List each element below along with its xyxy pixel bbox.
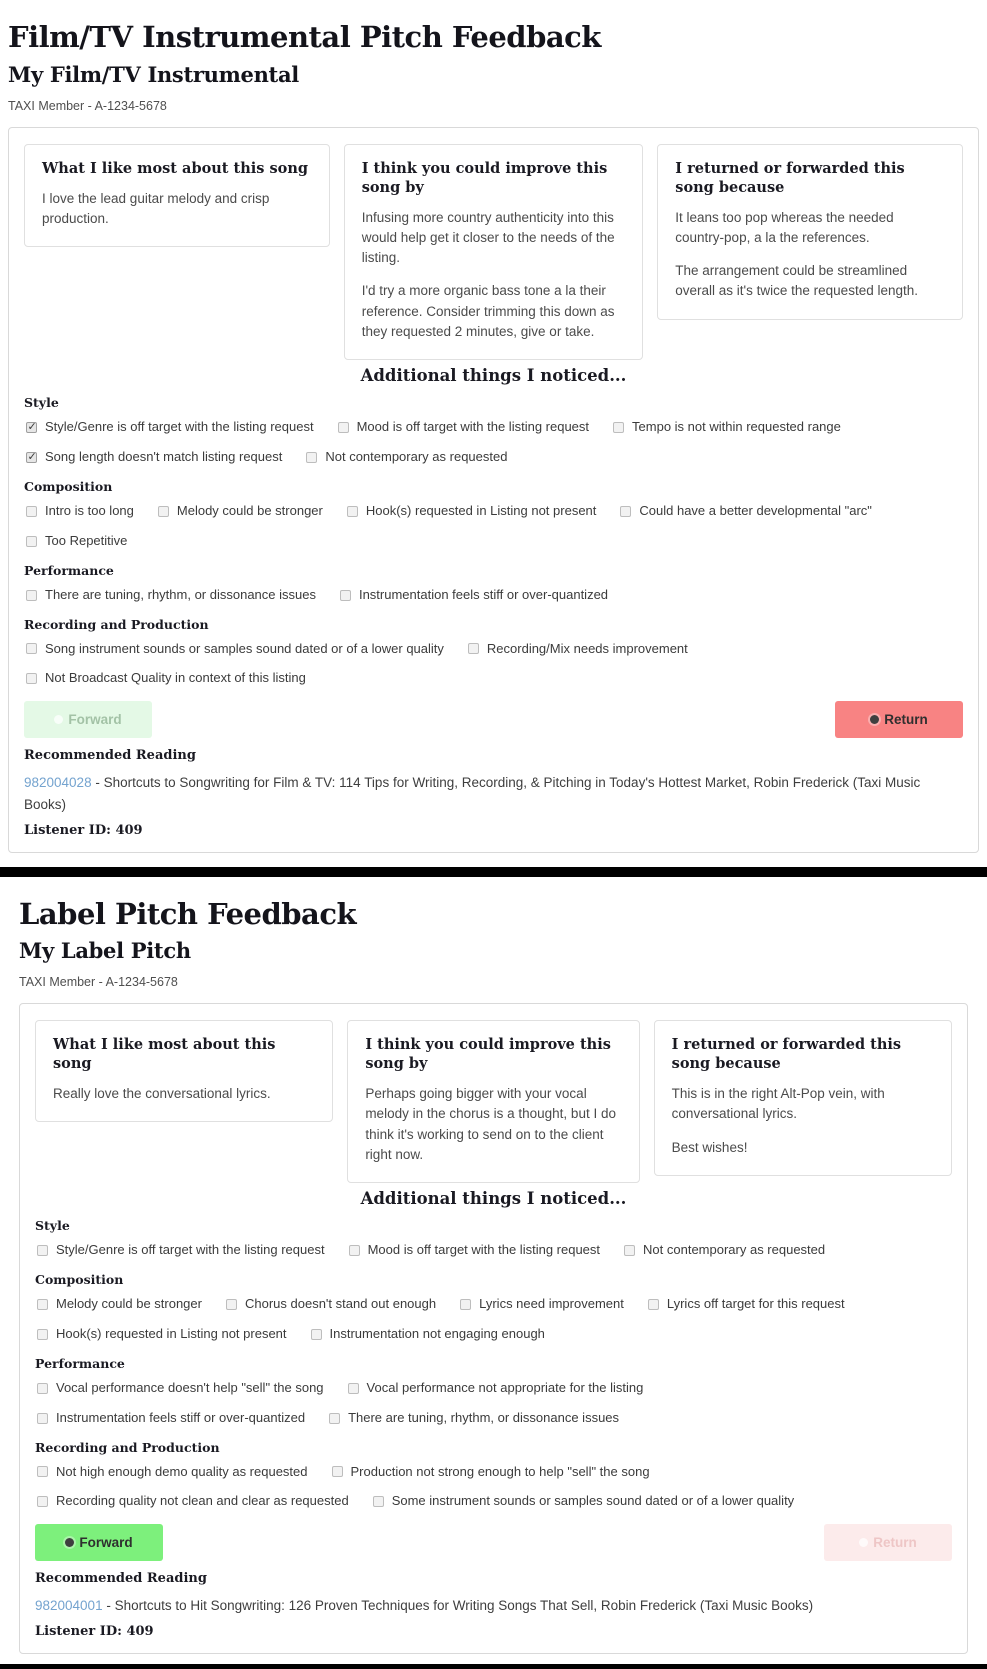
radio-dot-icon xyxy=(54,715,63,724)
checkbox-option[interactable] xyxy=(624,1242,825,1259)
checkbox-row xyxy=(26,587,961,604)
radio-dot-icon xyxy=(870,715,879,724)
listener-id: Listener ID: 409 xyxy=(24,822,143,838)
checkbox-label: Melody could be stronger xyxy=(56,1295,202,1311)
checkbox[interactable] xyxy=(311,1329,322,1340)
recommended-reading-line xyxy=(35,1595,952,1617)
section-divider xyxy=(0,867,987,877)
return-button-label: Return xyxy=(884,712,928,728)
checkbox[interactable] xyxy=(348,1383,359,1394)
checkbox-option[interactable] xyxy=(37,1380,324,1397)
checkbox-option[interactable] xyxy=(373,1493,795,1510)
card-heading: What I like most about this song xyxy=(42,159,309,177)
additional-heading: Additional things I noticed... xyxy=(360,366,627,386)
checkbox-option[interactable] xyxy=(613,419,841,436)
checkbox-option[interactable] xyxy=(158,503,323,520)
return-button[interactable] xyxy=(824,1524,952,1561)
checkbox-label: Lyrics need improvement xyxy=(479,1295,624,1311)
checkbox-label: Not Broadcast Quality in context of this listing xyxy=(45,670,306,686)
checkbox-row xyxy=(37,1410,950,1427)
checkbox-group-heading: Recording and Production xyxy=(24,616,209,632)
checkbox-option[interactable] xyxy=(329,1410,619,1427)
checkbox[interactable] xyxy=(329,1413,340,1424)
checkbox-label: There are tuning, rhythm, or dissonance issues xyxy=(348,1409,620,1425)
checkbox-row xyxy=(37,1296,950,1313)
checkbox-label: Hook(s) requested in Listing not present xyxy=(365,502,597,518)
reading-text: - Shortcuts to Hit Songwriting: 126 Proven Techniques for Writing Songs That Sell, Robin Frederick (Taxi Music Books) xyxy=(102,1598,814,1614)
checkbox-label: Intro is too long xyxy=(45,502,134,518)
card-heading: I returned or forwarded this song because xyxy=(675,159,905,196)
checkbox-option[interactable] xyxy=(347,503,597,520)
checkbox-option[interactable] xyxy=(37,1296,202,1313)
reading-link[interactable]: 982004001 xyxy=(35,1598,103,1614)
checkbox-option[interactable] xyxy=(468,641,688,658)
checkbox-option[interactable] xyxy=(648,1296,845,1313)
checkbox[interactable] xyxy=(226,1299,237,1310)
checkbox-option[interactable] xyxy=(26,449,282,466)
checkbox[interactable] xyxy=(26,590,37,601)
checkbox-row xyxy=(37,1326,950,1343)
checkbox-row xyxy=(37,1493,950,1510)
checkbox-option[interactable] xyxy=(37,1242,325,1259)
checkbox[interactable] xyxy=(26,673,37,684)
checkbox-label: Mood is off target with the listing request xyxy=(356,419,590,435)
checkbox-label: Tempo is not within requested range xyxy=(632,419,841,435)
checkbox-row xyxy=(26,670,961,687)
checkbox-row xyxy=(37,1464,950,1481)
checkbox-row xyxy=(37,1380,950,1397)
checkbox-label: There are tuning, rhythm, or dissonance issues xyxy=(45,586,316,602)
checkbox-option[interactable] xyxy=(26,587,316,604)
checkbox-label: Not high enough demo quality as requested xyxy=(56,1463,308,1479)
checkbox-label: Some instrument sounds or samples sound dated or of a lower quality xyxy=(391,1493,795,1509)
checkbox[interactable] xyxy=(460,1299,471,1310)
feedback-cards xyxy=(35,1020,952,1183)
checkbox-label: Hook(s) requested in Listing not present xyxy=(56,1325,287,1341)
reading-text: - Shortcuts to Songwriting for Film & TV: 114 Tips for Writing, Recording, & Pitching in Today's Hottest Market, Robin Frederick (Taxi Music Books) xyxy=(24,775,921,812)
checkbox-label: Style/Genre is off target with the listing request xyxy=(45,419,314,435)
reading-link[interactable]: 982004028 xyxy=(24,775,92,791)
checkbox-label: Instrumentation feels stiff or over-quantized xyxy=(358,586,609,602)
checkbox-label: Could have a better developmental "arc" xyxy=(639,502,872,518)
checkbox-option[interactable] xyxy=(37,1410,305,1427)
checkbox-row xyxy=(26,641,961,658)
feedback-container xyxy=(8,127,979,853)
recommended-reading-heading: Recommended Reading xyxy=(24,748,196,764)
listener-id: Listener ID: 409 xyxy=(35,1623,154,1639)
checkbox[interactable] xyxy=(37,1299,48,1310)
decision-buttons xyxy=(35,1524,952,1561)
checkbox[interactable] xyxy=(37,1383,48,1394)
forward-button-label: Forward xyxy=(79,1535,133,1551)
card-paragraph: The arrangement could be streamlined overall as it's twice the requested length. xyxy=(675,263,918,299)
checkbox[interactable] xyxy=(347,506,358,517)
checkbox-option[interactable] xyxy=(460,1296,624,1313)
checkbox-option[interactable] xyxy=(349,1242,600,1259)
return-button-label: Return xyxy=(873,1535,917,1551)
checkbox[interactable] xyxy=(37,1413,48,1424)
checkbox-option[interactable] xyxy=(226,1296,436,1313)
checkbox-label: Song instrument sounds or samples sound dated or of a lower quality xyxy=(45,640,444,656)
feedback-card xyxy=(347,1020,639,1183)
forward-button[interactable] xyxy=(35,1524,163,1561)
checkbox-option[interactable] xyxy=(37,1326,287,1343)
checkbox[interactable] xyxy=(306,452,317,463)
card-heading: I think you could improve this song by xyxy=(361,159,608,196)
checkbox-label: Production not strong enough to help "sell" the song xyxy=(350,1463,650,1479)
checkbox-label: Recording/Mix needs improvement xyxy=(486,640,688,656)
checkbox[interactable] xyxy=(26,452,37,463)
checkbox[interactable] xyxy=(26,643,37,654)
checkbox-groups xyxy=(35,1218,952,1510)
checkbox-option[interactable] xyxy=(26,641,444,658)
checkbox-option[interactable] xyxy=(26,503,134,520)
feedback-card xyxy=(24,144,330,247)
card-heading: What I like most about this song xyxy=(53,1036,276,1073)
song-title: My Film/TV Instrumental xyxy=(8,61,299,87)
checkbox-label: Not contemporary as requested xyxy=(325,448,508,464)
checkbox[interactable] xyxy=(332,1466,343,1477)
member-id: TAXI Member - A-1234-5678 xyxy=(19,975,178,990)
checkbox-label: Recording quality not clean and clear as requested xyxy=(56,1493,349,1509)
feedback-cards xyxy=(24,144,963,360)
checkbox[interactable] xyxy=(468,643,479,654)
checkbox-label: Song length doesn't match listing request xyxy=(45,448,283,464)
checkbox[interactable] xyxy=(620,506,631,517)
checkbox-label: Chorus doesn't stand out enough xyxy=(244,1295,437,1311)
card-heading: I returned or forwarded this song because xyxy=(671,1036,902,1073)
checkbox[interactable] xyxy=(37,1466,48,1477)
return-button[interactable] xyxy=(835,701,963,738)
checkbox-group-heading: Style xyxy=(35,1218,70,1234)
checkbox-option[interactable] xyxy=(311,1326,545,1343)
feedback-card xyxy=(35,1020,333,1122)
page-title: Film/TV Instrumental Pitch Feedback xyxy=(8,20,601,54)
checkbox-label: Melody could be stronger xyxy=(176,502,323,518)
checkbox-option[interactable] xyxy=(26,670,306,687)
checkbox[interactable] xyxy=(338,422,349,433)
checkbox-groups xyxy=(24,395,963,687)
checkbox[interactable] xyxy=(624,1245,635,1256)
checkbox[interactable] xyxy=(26,506,37,517)
additional-heading: Additional things I noticed... xyxy=(360,1189,627,1209)
checkbox-label: Vocal performance not appropriate for the listing xyxy=(366,1379,644,1395)
checkbox-label: Style/Genre is off target with the listing request xyxy=(56,1242,325,1258)
page-title: Label Pitch Feedback xyxy=(19,896,357,931)
checkbox-label: Instrumentation not engaging enough xyxy=(329,1325,545,1341)
card-paragraph: Really love the conversational lyrics. xyxy=(53,1086,271,1102)
checkbox-row xyxy=(26,503,961,520)
checkbox-option[interactable] xyxy=(332,1464,650,1481)
member-id: TAXI Member - A-1234-5678 xyxy=(8,98,167,113)
song-title: My Label Pitch xyxy=(19,938,191,964)
card-paragraph: Best wishes! xyxy=(671,1139,748,1155)
checkbox-row xyxy=(26,449,961,466)
label-pitch-feedback-section xyxy=(0,877,987,1654)
checkbox-group-heading: Recording and Production xyxy=(35,1439,220,1455)
checkbox-group-heading: Performance xyxy=(35,1355,125,1371)
card-paragraph: I'd try a more organic bass tone a la their reference. Consider trimming this down as they requested 2 minutes, give or take. xyxy=(361,283,615,339)
checkbox-option[interactable] xyxy=(338,419,589,436)
checkbox-group-heading: Performance xyxy=(24,562,114,578)
checkbox[interactable] xyxy=(648,1299,659,1310)
card-paragraph: It leans too pop whereas the needed country-pop, a la the references. xyxy=(675,209,894,245)
feedback-card xyxy=(344,144,644,360)
checkbox-label: Not contemporary as requested xyxy=(643,1242,826,1258)
checkbox-label: Lyrics off target for this request xyxy=(666,1295,845,1311)
feedback-container xyxy=(19,1003,968,1654)
card-heading: I think you could improve this song by xyxy=(365,1036,611,1073)
checkbox-option[interactable] xyxy=(26,419,314,436)
feedback-card xyxy=(657,144,963,320)
radio-dot-icon xyxy=(65,1538,74,1547)
checkbox-row xyxy=(26,419,961,436)
decision-buttons xyxy=(24,701,963,738)
card-paragraph: This is in the right Alt-Pop vein, with conversational lyrics. xyxy=(671,1086,885,1122)
checkbox[interactable] xyxy=(37,1496,48,1507)
checkbox-group-heading: Composition xyxy=(35,1271,124,1287)
forward-button-label: Forward xyxy=(68,712,122,728)
checkbox-label: Mood is off target with the listing request xyxy=(367,1242,601,1258)
checkbox-option[interactable] xyxy=(37,1464,308,1481)
recommended-reading-heading: Recommended Reading xyxy=(35,1571,207,1587)
checkbox-option[interactable] xyxy=(340,587,608,604)
checkbox[interactable] xyxy=(613,422,624,433)
checkbox-option[interactable] xyxy=(37,1493,349,1510)
checkbox[interactable] xyxy=(26,536,37,547)
checkbox-group-heading: Composition xyxy=(24,478,113,494)
checkbox-label: Vocal performance doesn't help "sell" the song xyxy=(56,1379,324,1395)
checkbox-label: Too Repetitive xyxy=(45,532,128,548)
checkbox-option[interactable] xyxy=(306,449,507,466)
checkbox[interactable] xyxy=(340,590,351,601)
radio-dot-icon xyxy=(859,1538,868,1547)
checkbox-option[interactable] xyxy=(348,1380,644,1397)
checkbox-group-heading: Style xyxy=(24,395,59,411)
checkbox-row xyxy=(37,1242,950,1259)
checkbox[interactable] xyxy=(37,1329,48,1340)
checkbox[interactable] xyxy=(373,1496,384,1507)
checkbox-label: Instrumentation feels stiff or over-quantized xyxy=(56,1409,306,1425)
card-paragraph: Infusing more country authenticity into this would help get it closer to the needs of the listing. xyxy=(361,209,615,266)
recommended-reading-line xyxy=(24,772,954,815)
checkbox[interactable] xyxy=(158,506,169,517)
bottom-divider xyxy=(0,1664,987,1669)
feedback-card xyxy=(654,1020,952,1175)
checkbox[interactable] xyxy=(349,1245,360,1256)
checkbox-row xyxy=(26,533,961,550)
checkbox[interactable] xyxy=(37,1245,48,1256)
card-paragraph: Perhaps going bigger with your vocal melody in the chorus is a thought, but I do think it's working to send on to the client right now. xyxy=(365,1086,616,1162)
forward-button[interactable] xyxy=(24,701,152,738)
checkbox-option[interactable] xyxy=(620,503,872,520)
card-paragraph: I love the lead guitar melody and crisp production. xyxy=(42,190,270,226)
checkbox[interactable] xyxy=(26,422,37,433)
checkbox-option[interactable] xyxy=(26,533,127,550)
